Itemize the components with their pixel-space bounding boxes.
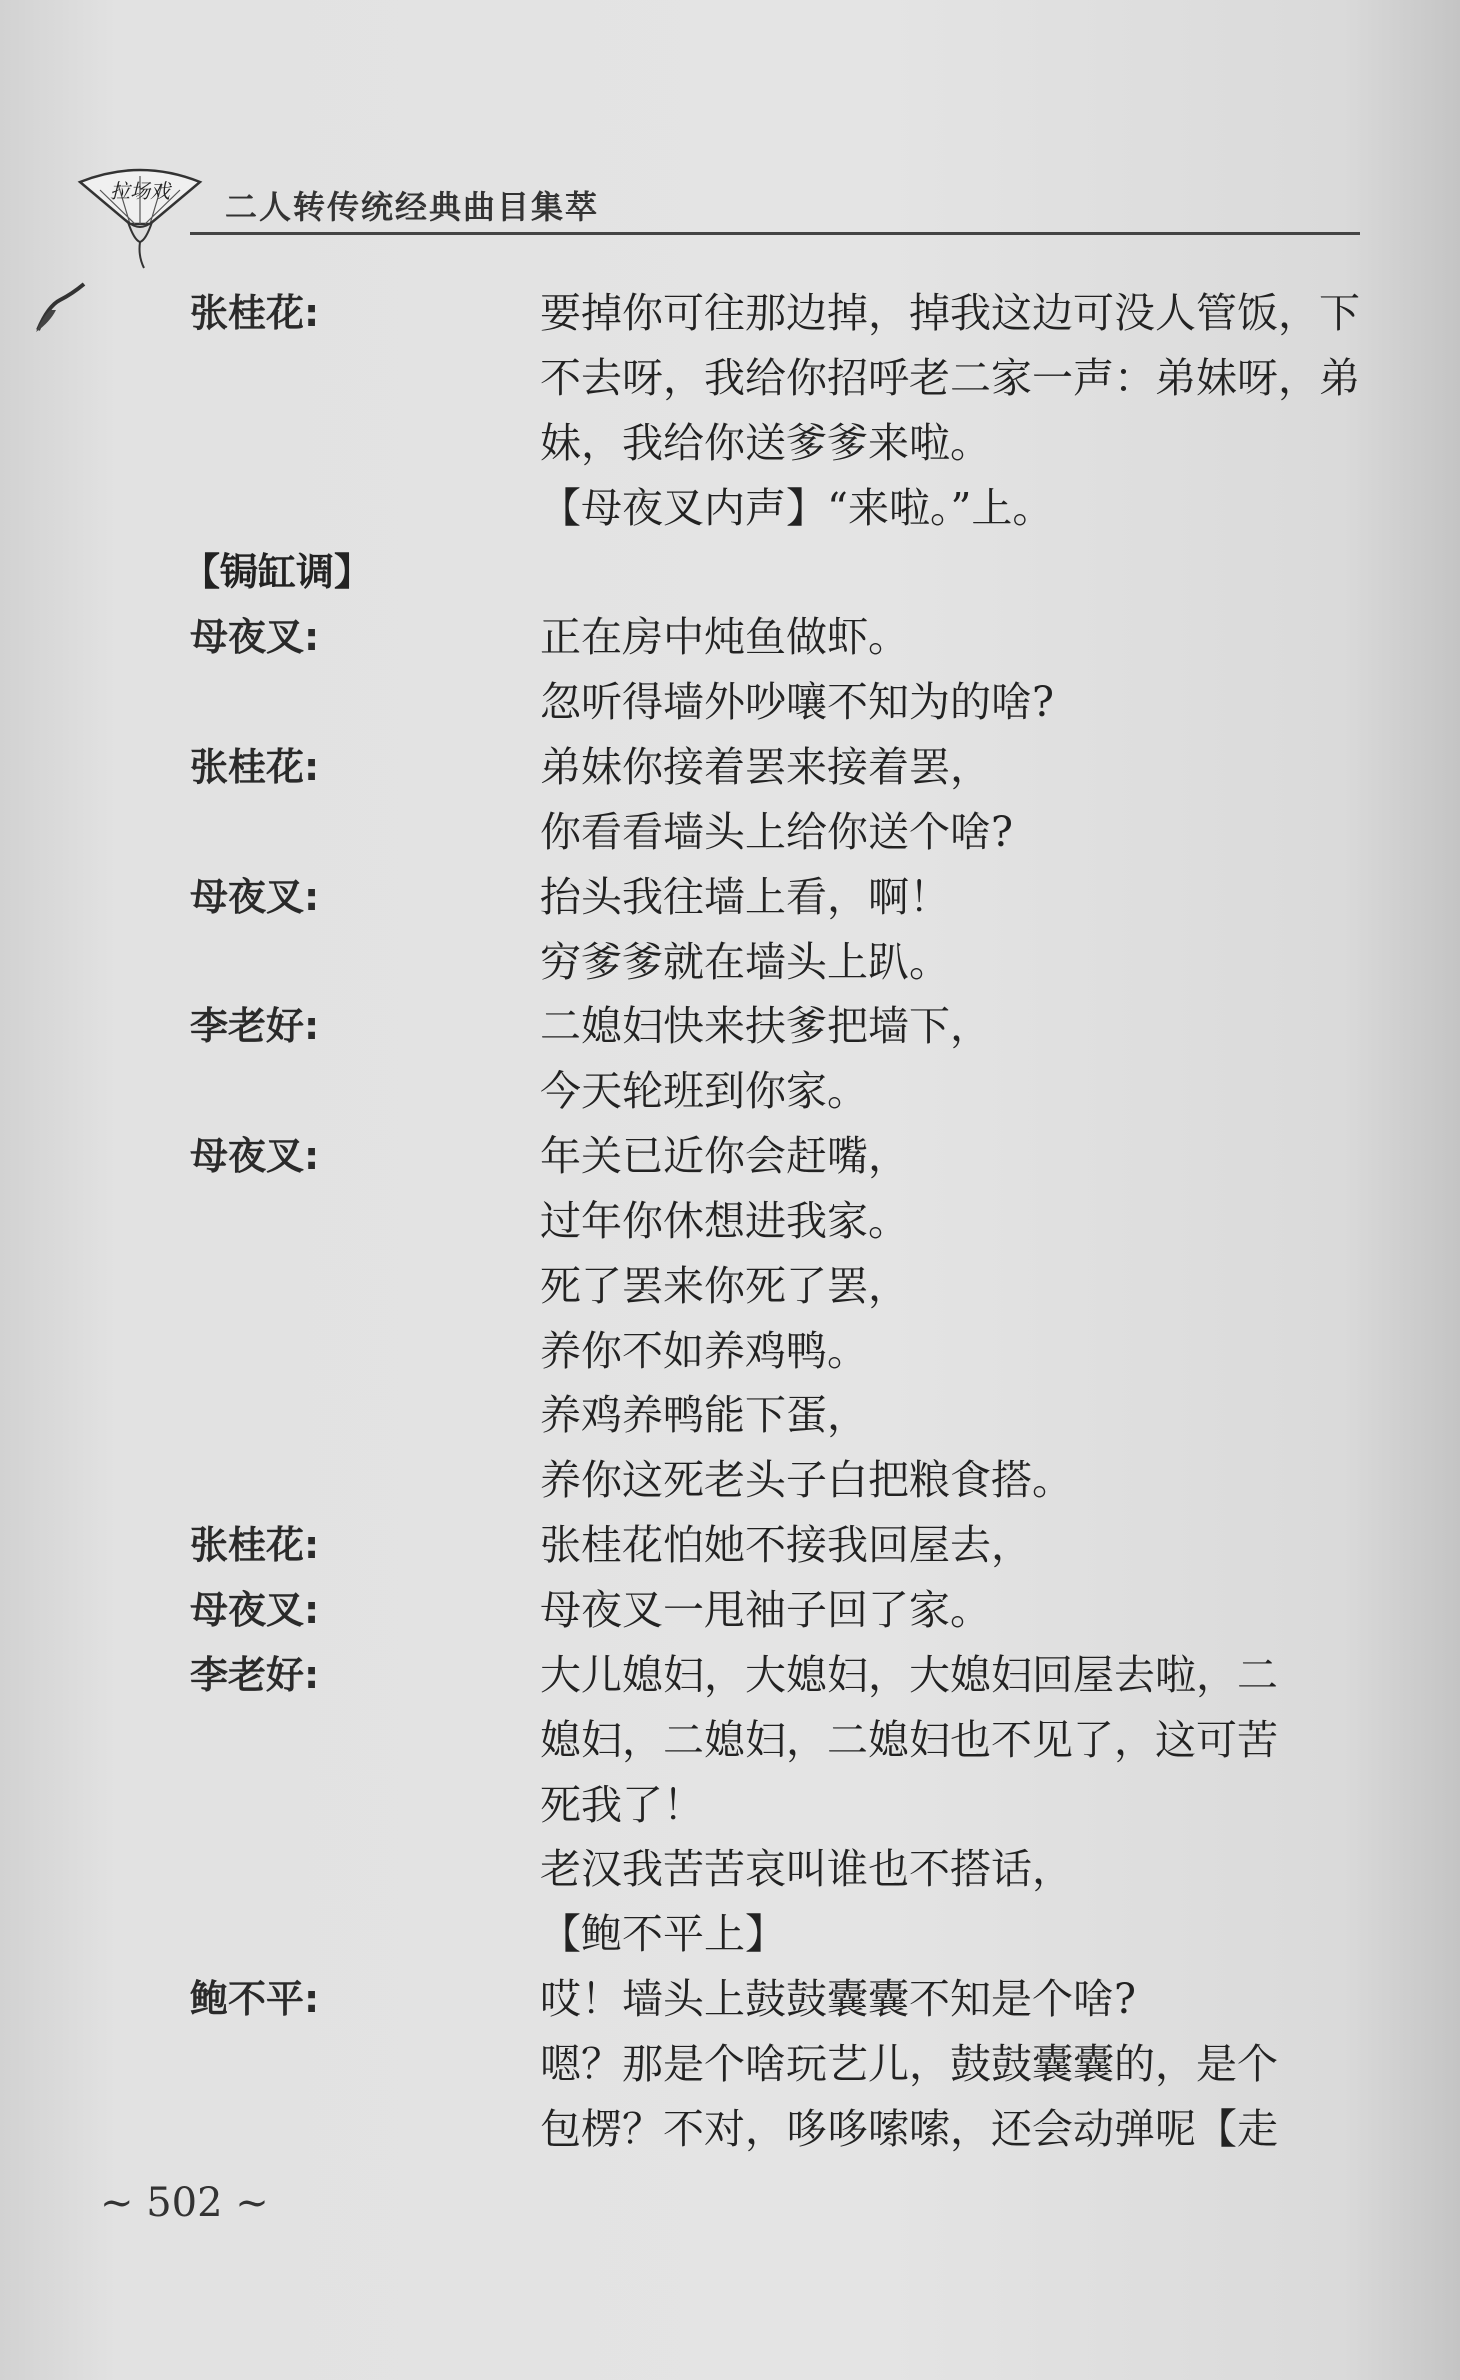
- tassel-ornament-icon: [30, 270, 100, 340]
- speaker-name: 李老好:: [190, 1004, 320, 1049]
- line-text: 过年你休想进我家。: [540, 1196, 909, 1245]
- speaker-name: 鲍不平:: [190, 1977, 320, 2022]
- line-text: 养你不如养鸡鸭。: [540, 1326, 868, 1375]
- line-text: 今天轮班到你家。: [540, 1067, 868, 1116]
- line-text: 不去呀，我给你招呼老二家一声：弟妹呀，弟: [540, 353, 1360, 402]
- speaker-name: 张桂花:: [190, 291, 320, 335]
- page-header: [70, 160, 1360, 240]
- page-number: ~ 502 ~: [100, 2180, 269, 2226]
- line-text: 老汉我苦苦哀叫谁也不搭话，: [540, 1845, 1073, 1894]
- line-text: 二媳妇快来扶爹把墙下，: [540, 1002, 991, 1051]
- line-text: 大儿媳妇，大媳妇，大媳妇回屋去啦，二: [540, 1650, 1278, 1699]
- line-text: 【母夜叉内声】“来啦。”上。: [540, 483, 1054, 532]
- fan-logo-icon: [70, 160, 210, 280]
- line-text: 年关已近你会赶嘴，: [540, 1132, 909, 1181]
- speaker-name: 张桂花:: [190, 1523, 320, 1568]
- line-text: 养你这死老头子白把粮食搭。: [540, 1456, 1073, 1505]
- line-text: 你看看墙头上给你送个啥?: [540, 807, 1013, 856]
- line-text: 要掉你可往那边掉，掉我这边可没人管饭，下: [540, 289, 1360, 337]
- line-text: 包楞？不对，哆哆嗦嗦，还会动弹呢【走: [540, 2104, 1278, 2153]
- line-text: 养鸡养鸭能下蛋，: [540, 1391, 868, 1440]
- line-text: 抬头我往墙上看，啊！: [540, 872, 950, 921]
- line-text: 哎！墙头上鼓鼓囊囊不知是个啥?: [540, 1975, 1136, 2024]
- line-text: 死我了！: [540, 1780, 704, 1829]
- header-divider: [190, 232, 1360, 235]
- line-text: 死了罢来你死了罢，: [540, 1261, 909, 1310]
- speaker-name: 母夜叉:: [190, 874, 320, 919]
- line-text: 妹，我给你送爹爹来啦。: [540, 418, 991, 467]
- line-text: 【鲍不平上】: [540, 1910, 786, 1959]
- line-text: 穷爹爹就在墙头上趴。: [540, 937, 950, 986]
- line-text: 张桂花怕她不接我回屋去，: [540, 1521, 1032, 1570]
- line-text: 嗯？那是个啥玩艺儿，鼓鼓囊囊的，是个: [540, 2039, 1278, 2088]
- tune-heading: 【锔缸调】: [182, 550, 373, 595]
- line-text: 忽听得墙外吵嚷不知为的啥?: [540, 678, 1054, 727]
- speaker-name: 母夜叉:: [190, 1588, 320, 1632]
- line-text: 弟妹你接着罢来接着罢，: [540, 742, 991, 791]
- speaker-name: 张桂花:: [190, 744, 320, 789]
- book-title: 二人转传统经典曲目集萃: [225, 188, 600, 226]
- logo-text: 拉场戏: [110, 179, 170, 203]
- speaker-name: 母夜叉:: [190, 1134, 320, 1179]
- speaker-name: 李老好:: [190, 1652, 320, 1697]
- line-text: 媳妇，二媳妇，二媳妇也不见了，这可苦: [540, 1715, 1278, 1764]
- line-text: 正在房中炖鱼做虾。: [540, 613, 909, 662]
- speaker-name: 母夜叉:: [190, 615, 320, 660]
- line-text: 母夜叉一甩袖子回了家。: [540, 1586, 991, 1634]
